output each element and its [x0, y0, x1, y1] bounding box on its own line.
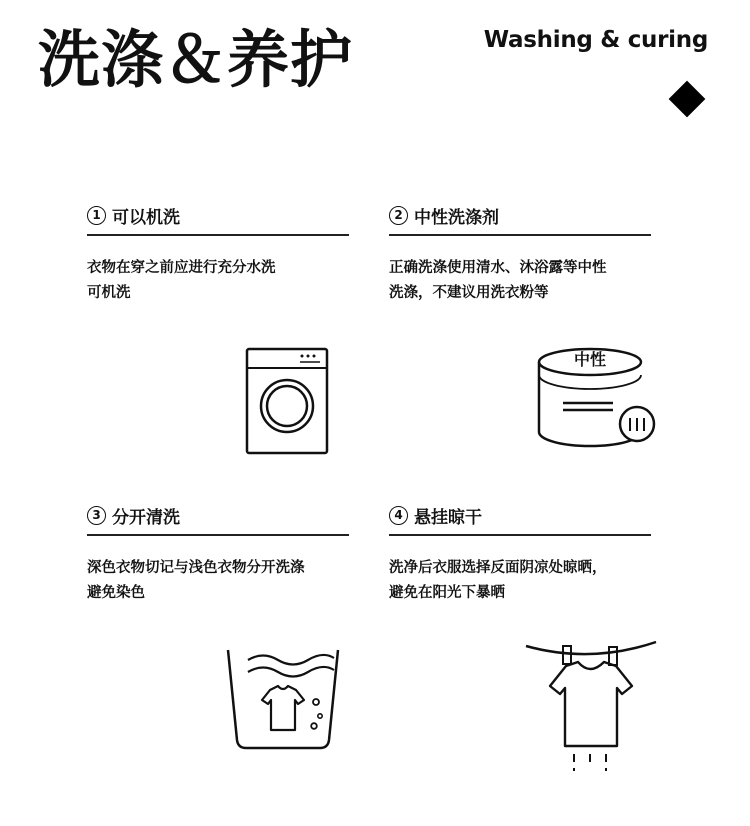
step-number: 2 — [389, 206, 408, 225]
washing-machine-icon — [244, 346, 330, 456]
diamond-icon — [669, 81, 706, 118]
card-description: 洗净后衣服选择反面阴凉处晾晒， 避免在阳光下暴晒 — [389, 560, 607, 601]
care-card-machine-wash — [87, 196, 349, 306]
card-title: 悬挂晾干 — [414, 507, 482, 528]
card-header — [389, 196, 651, 236]
page-subtitle: Washing & curing — [483, 27, 708, 53]
care-card-neutral-detergent — [389, 196, 651, 306]
card-title: 中性洗涤剂 — [414, 207, 499, 228]
card-description: 衣物在穿之前应进行充分水洗 可机洗 — [87, 260, 276, 301]
card-description: 深色衣物切记与浅色衣物分开洗涤 避免染色 — [87, 560, 305, 601]
care-card-hang-dry — [389, 496, 651, 606]
step-number: 3 — [87, 506, 106, 525]
step-number: 1 — [87, 206, 106, 225]
card-description: 正确洗涤使用清水、沐浴露等中性 洗涤，不建议用洗衣粉等 — [389, 260, 607, 301]
card-header — [87, 196, 349, 236]
step-number: 4 — [389, 506, 408, 525]
card-header — [87, 496, 349, 536]
care-card-separate-wash — [87, 496, 349, 606]
page-title: 洗涤＆养护 — [38, 23, 354, 96]
hanging-shirt-icon — [524, 636, 658, 776]
card-title: 分开清洗 — [112, 507, 180, 528]
detergent-icon — [535, 346, 661, 450]
card-title: 可以机洗 — [112, 207, 180, 228]
wash-basin-icon — [224, 646, 342, 752]
card-header — [389, 496, 651, 536]
detergent-label: 中性 — [573, 350, 606, 369]
